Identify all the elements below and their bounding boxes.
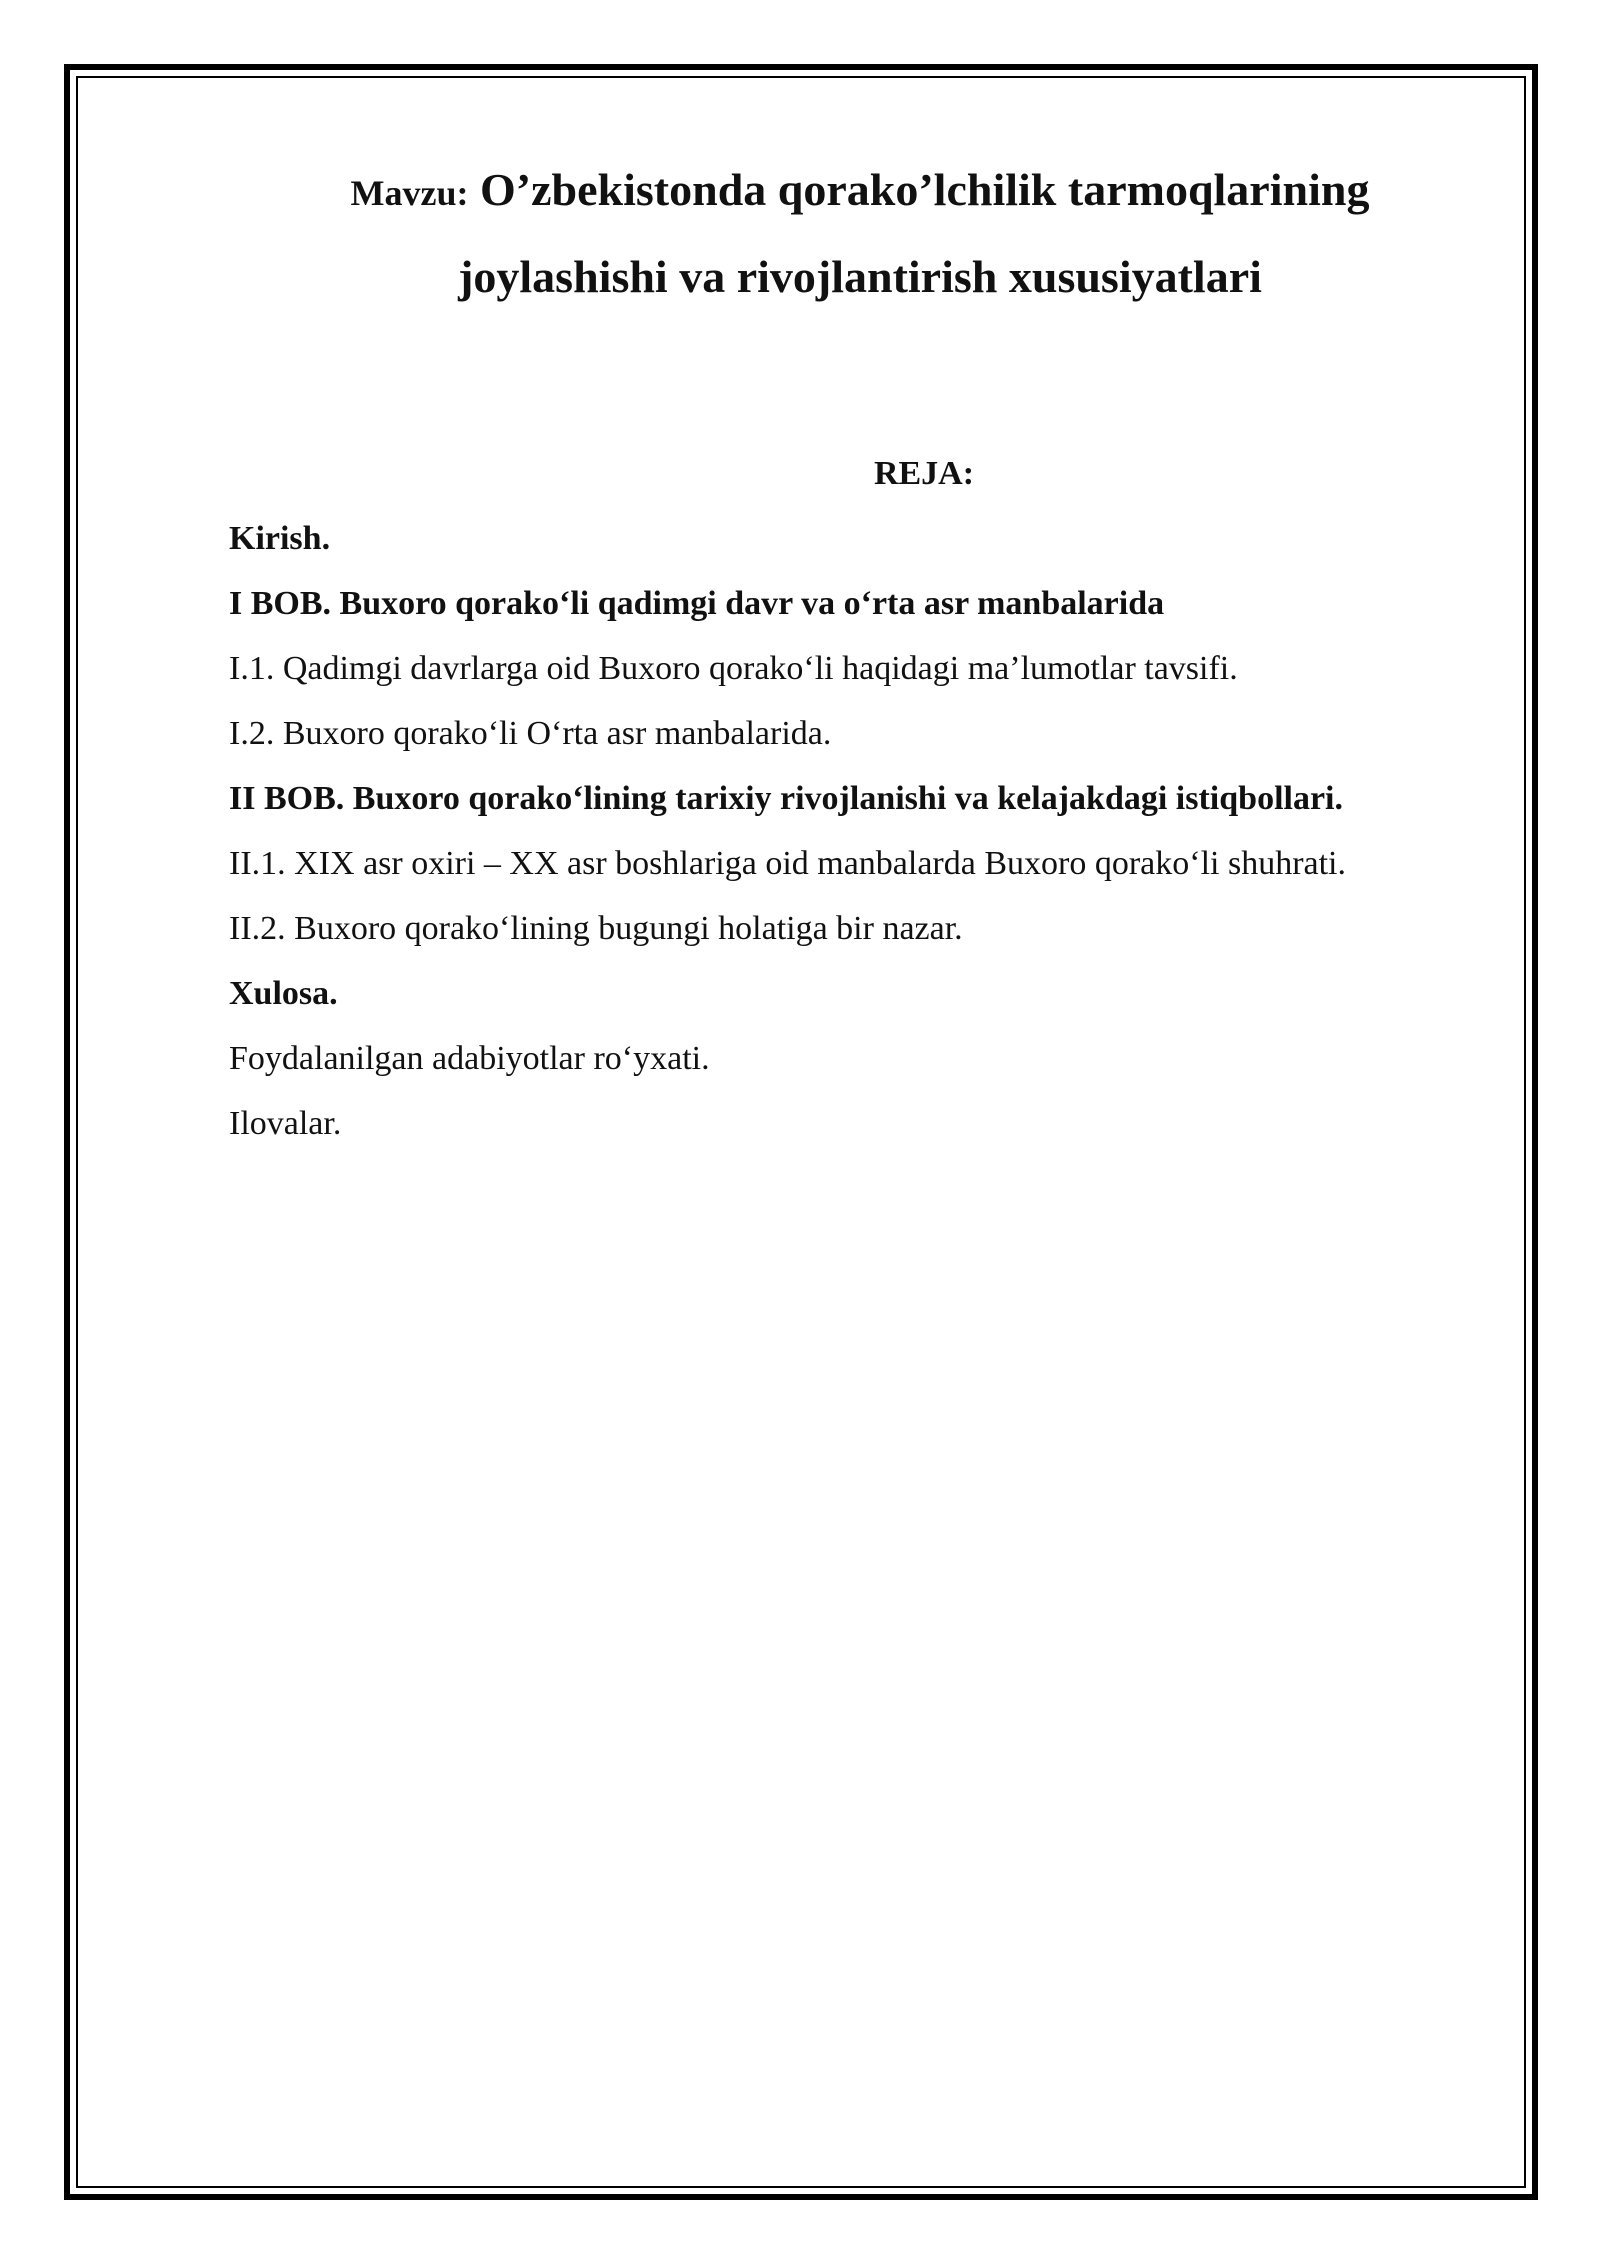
plan-item-introduction: Kirish. (229, 520, 331, 557)
plan-item-chapter-2: II BOB. Buxoro qorakoʻlining tarixiy rivojlanishi va kelajakdagi istiqbollari. (229, 780, 1343, 817)
document-title (230, 148, 1490, 319)
title-label: Mavzu: (350, 173, 469, 213)
title-line-2: joylashishi va rivojlantirish xususiyatlari (458, 251, 1262, 302)
plan-item-chapter-1: I BOB. Buxoro qorakoʻli qadimgi davr va oʻrta asr manbalarida (229, 585, 1165, 622)
plan-item-section-1-1: I.1. Qadimgi davrlarga oid Buxoro qorakoʻli haqidagi ma’lumotlar tavsifi. (229, 650, 1238, 687)
plan-item-section-1-2: I.2. Buxoro qorakoʻli Oʻrta asr manbalarida. (229, 715, 832, 752)
title-line-1 (230, 148, 1490, 235)
plan-item-conclusion: Xulosa. (229, 975, 338, 1012)
title-text-1: O’zbekistonda qorako’lchilik tarmoqlarining (480, 164, 1370, 215)
plan-item-section-2-2: II.2. Buxoro qorakoʻlining bugungi holatiga bir nazar. (229, 910, 963, 947)
plan-section (229, 442, 1489, 1156)
plan-item-appendices: Ilovalar. (229, 1105, 342, 1142)
plan-heading: REJA: (873, 455, 975, 492)
plan-item-section-2-1: II.1. XIX asr oxiri – XX asr boshlariga oid manbalarda Buxoro qorakoʻli shuhrati. (229, 845, 1347, 882)
plan-item-references: Foydalanilgan adabiyotlar roʻyxati. (229, 1040, 710, 1077)
